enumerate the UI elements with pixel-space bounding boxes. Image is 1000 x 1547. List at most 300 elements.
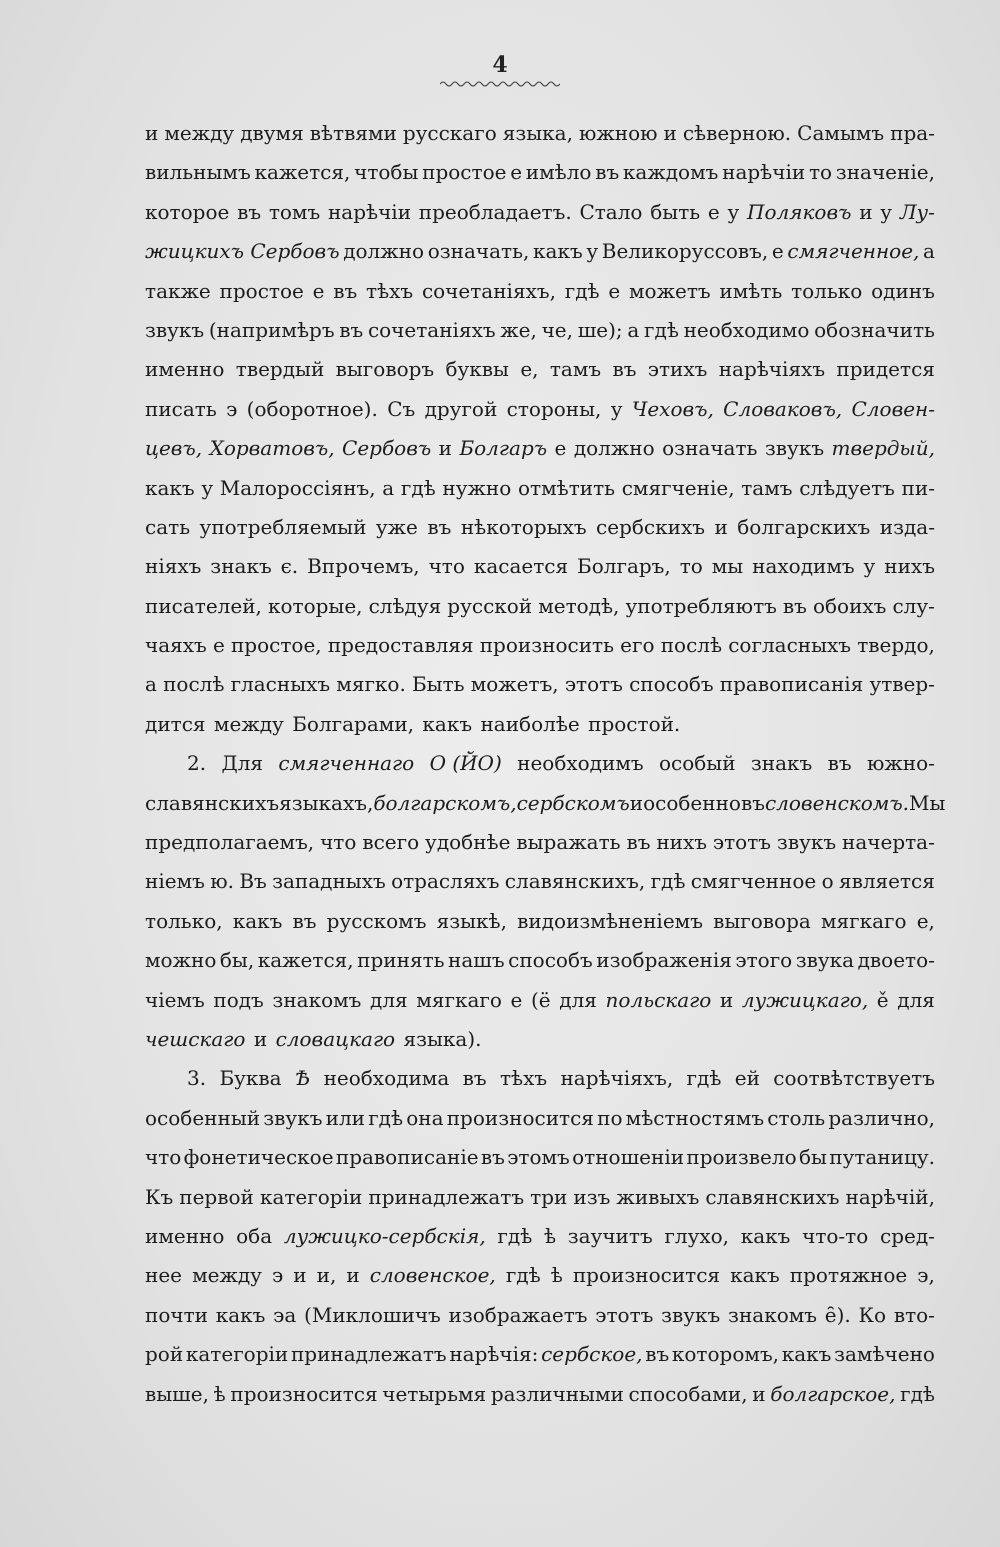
word: быть [650,199,701,224]
word: принадлежатъ [368,1184,525,1209]
text-line [145,1256,935,1295]
italic-word: Поляковъ [747,199,852,224]
text-line [145,469,935,508]
word: мягко. [336,672,406,697]
word: а [627,317,640,342]
word: русской [447,593,533,618]
word: эа [273,1302,297,1327]
word: че, [541,317,573,342]
word: послѣ [660,633,723,658]
word: заучитъ [567,1223,653,1248]
word: видоизмѣненіемъ [517,908,703,933]
word: у [863,554,876,579]
word: (напримѣръ [208,317,335,342]
word: сред- [880,1223,935,1248]
word: Буква [219,1066,282,1091]
word: и [714,514,728,539]
word: обоихъ [812,593,887,618]
word: нее [145,1263,183,1288]
word: произносить [479,633,614,658]
word: этихъ [647,357,708,382]
word: двоето- [857,948,935,973]
word: Впрочемъ, [307,554,420,579]
word: подъ [213,987,264,1012]
word: у [610,396,623,421]
word: имѣть [719,278,783,303]
word: только, [145,908,223,933]
text-line [145,587,935,626]
word: сочетаніяхъ [367,317,496,342]
word: всего [362,830,420,855]
word: западныхъ [272,869,386,894]
word: произвело [686,1145,797,1170]
word: можетъ, [470,672,559,697]
word: путаницу. [829,1145,935,1170]
word: вто- [893,1302,935,1327]
word: наиболѣе [480,711,580,736]
word: простое [219,278,304,303]
word: этотъ [712,830,772,855]
italic-word: лужицко-сербскія, [283,1223,486,1248]
word: ȇ). [824,1302,851,1327]
word: необходима [323,1066,450,1091]
word: этомъ [507,1145,570,1170]
word: этотъ [564,672,623,697]
text-line [145,902,935,941]
word: е [608,278,621,303]
word: славянскихъ [705,1184,840,1209]
word: только [791,278,863,303]
word: слѣдуя [368,593,442,618]
word: въ [645,1342,670,1367]
word: отмѣтить [517,475,616,500]
word: звукъ [776,830,837,855]
italic-word: сербское, [541,1342,643,1367]
word: утвер- [869,672,935,697]
word: и [253,1026,268,1051]
text-line [145,784,946,823]
word: находимъ [752,554,855,579]
word: Быть [411,672,465,697]
word: тамъ [741,475,793,500]
word: въ [612,357,637,382]
word: у [586,239,599,264]
word: мѣстностямъ [625,1105,765,1130]
word: гласныхъ [230,672,331,697]
word: нѣкоторыхъ [460,514,587,539]
italic-word: смягченнаго [278,751,415,776]
word: тѣхъ [499,1066,548,1091]
text-line [145,665,935,704]
word: именно [145,1223,225,1248]
word: (Миклошичъ [304,1302,441,1327]
word: одинъ [871,278,935,303]
word: русскаго [402,121,497,145]
word: нарѣчіяхъ, [560,1066,674,1091]
text-line [145,193,935,232]
word: выше, [145,1381,209,1406]
word: четырьмя [382,1381,487,1406]
word: вѣтвями [309,121,397,145]
text-line [145,862,935,901]
word: какъ [730,1263,780,1288]
word: (оборотное). [246,396,378,421]
word: чаяхъ [145,633,207,658]
word: и [752,1381,766,1406]
word: для [559,987,597,1012]
text-line [145,1217,935,1256]
text-line [145,823,935,862]
word: е, [916,908,935,933]
word: Стало [579,199,643,224]
word: е [707,199,720,224]
word: какъ [533,239,583,264]
word: категоріи [185,1342,289,1367]
word: три [530,1184,568,1209]
page-header [0,52,1000,88]
word: соотвѣтствуетъ [773,1066,935,1091]
word: произносится [572,1263,721,1288]
word: предоставляя [327,633,474,658]
italic-word: Ѣ [294,1066,311,1091]
word: между [164,121,235,145]
word: Малороссіянъ, [219,475,376,500]
word: изображенія [596,948,732,973]
italic-word: смягченное, [787,239,920,264]
word: изображаетъ [448,1302,588,1327]
word: для [370,987,408,1012]
italic-word: чешскаго [145,1026,246,1051]
word: протяжное [789,1263,908,1288]
word: твердый [235,357,325,382]
word: произносится [446,1105,594,1130]
word: языкѣ, [436,908,507,933]
word: то [679,554,703,579]
word: въ [237,199,262,224]
italic-word: Чеховъ, [631,396,714,421]
word: обозначить [814,317,935,342]
italic-word: Лу- [899,199,935,224]
word: первой [179,1184,254,1209]
word: которое [145,199,230,224]
word: Болгаръ, [577,554,671,579]
text-line [145,705,935,744]
word: удобнѣе [425,830,511,855]
word: ніемъ [145,869,205,894]
word: можно [145,948,217,973]
italic-word: Сербовъ [342,436,432,461]
word: нарѣчіи [722,160,806,185]
word: употребляемый [199,514,367,539]
word: оба [236,1223,273,1248]
word: (ë [531,987,551,1012]
word: е [771,239,784,264]
word: э [271,1263,284,1288]
word: буквы [445,357,509,382]
word: кажется, [254,160,351,185]
page-number: 4 [492,52,508,78]
italic-word: твердый, [831,436,935,461]
word: въ [480,1145,505,1170]
word: кажется, [257,948,354,973]
word: начерта- [842,830,935,855]
word: способами, [628,1381,748,1406]
italic-word: Хорватовъ, [209,436,335,461]
word: отрасляхъ [391,869,500,894]
word: методѣ, [538,593,620,618]
word: бы [798,1145,827,1170]
wavy-rule-ornament [440,80,560,88]
word: особенный [145,1105,261,1130]
word: особый [658,751,736,776]
word: нарѣчіяхъ [718,357,826,382]
word: въ [333,278,358,303]
word: которомъ, [671,1342,780,1367]
text-line [145,1335,935,1374]
text-line [145,1099,935,1138]
word: и [438,436,452,461]
word: и, [316,1263,337,1288]
word: е [510,160,523,185]
word: звукъ [263,1105,323,1130]
text-line [145,981,935,1020]
word: какъ [740,1223,791,1248]
word: вильнымъ [145,160,251,185]
word: е [212,633,225,658]
italic-word: лужицкаго, [741,987,869,1012]
word: и [293,1263,307,1288]
word: знакомъ [728,1302,818,1327]
text-line [145,114,935,153]
word: о [821,869,834,894]
word: его [620,633,655,658]
word: изъ [573,1184,611,1209]
word: сочетаніяхъ, [421,278,556,303]
text-line [145,941,935,980]
word: гдѣ [497,1223,533,1248]
word: южно- [866,751,935,776]
word: или [325,1105,365,1130]
italic-word: болгарскомъ, [373,790,517,815]
text-line [145,390,935,429]
word: двумя [240,121,304,145]
word: знакъ [210,554,272,579]
word: произносится [230,1381,378,1406]
word: ше); [577,317,623,342]
word: писать [145,396,217,421]
text-line [145,1296,935,1335]
word: бы, [219,948,255,973]
text-line [145,1138,935,1177]
word: что [320,830,357,855]
word: смягченное [690,869,817,894]
text-line [145,1020,935,1059]
word: простое, [230,633,322,658]
word: правописанія [719,672,864,697]
word: правописаніе [335,1145,479,1170]
word: Мы [909,790,946,815]
word: выговора [713,908,811,933]
word: Къ [145,1184,174,1209]
word: въ [462,1066,487,1091]
italic-word: словенскомъ. [764,790,910,815]
word: замѣчено [834,1342,935,1367]
word: чтобы [354,160,419,185]
word: различными [490,1381,624,1406]
body-text [145,114,946,1414]
word: между [192,1263,262,1288]
word: какъ [422,711,473,736]
word: имѣло [525,160,592,185]
word: а [145,672,157,697]
word: чіемъ [145,987,205,1012]
italic-word: польскаго [605,987,712,1012]
word: и [663,121,677,145]
word: нужно [442,475,512,500]
word: Болгарами, [292,711,415,736]
word: въ [626,830,651,855]
italic-word: жицкихъ Сербовъ [145,239,340,264]
word: ѣ [543,1223,557,1248]
italic-word: Словен- [851,396,935,421]
text-line [145,626,935,665]
word: у [201,475,214,500]
word: пи- [901,475,935,500]
italic-word: словацкаго [275,1026,396,1051]
word: категоріи [259,1184,363,1209]
word: гдѣ [644,317,679,342]
word: глухо, [664,1223,730,1248]
word: звукъ [764,436,825,461]
word: этотъ [595,1302,654,1327]
word: стороны, [506,396,602,421]
word: Съ [387,396,416,421]
word: преобладаетъ. [418,199,572,224]
italic-word: болгарское, [770,1381,896,1406]
word: значеніе, [835,160,935,185]
word: знакъ [750,751,813,776]
word: ѣ [550,1263,563,1288]
word: южною [578,121,658,145]
text-line [145,311,935,350]
word: фонетическое [183,1145,334,1170]
word: необходимъ [517,751,644,776]
word: Для [221,751,264,776]
word: простой. [588,711,681,736]
word: у [727,199,740,224]
word: живыхъ [616,1184,700,1209]
word: согласныхъ [728,633,852,658]
word: э [226,396,238,421]
word: въ [427,514,452,539]
word: означать, [427,239,530,264]
text-line [145,232,935,271]
word: Въ [239,869,267,894]
word: столь [767,1105,826,1130]
word: каждомъ [622,160,719,185]
word: сать [145,514,191,539]
word: и [145,121,159,145]
word: въ [740,790,765,815]
word: изда- [879,514,935,539]
text-line [145,508,935,547]
word: простое [422,160,507,185]
italic-word: О (ЙО) [429,751,502,776]
word: тѣхъ [366,278,414,303]
word: Великоруссовъ, [601,239,769,264]
word: же, [500,317,537,342]
word: и [346,1263,360,1288]
word: должно [343,239,425,264]
word: гдѣ [505,1263,541,1288]
word: принять [357,948,445,973]
word: и [719,987,734,1012]
word: способъ [508,948,593,973]
word: въ [782,593,807,618]
word: какъ [232,908,283,933]
word: ей [734,1066,760,1091]
word: въ [595,160,620,185]
italic-word: Болгаръ [459,436,548,461]
word: мягкаго [416,987,502,1012]
word: слу- [892,593,935,618]
word: что-то [802,1223,869,1248]
word: твердо, [857,633,935,658]
word: по [597,1105,623,1130]
word: є. [280,554,299,579]
word: писателей, [145,593,262,618]
word: можетъ [628,278,711,303]
word: необходимо [683,317,810,342]
word: какъ [781,1342,832,1367]
word: звукъ [661,1302,721,1327]
text-line [145,429,935,468]
word: ніяхъ [145,554,202,579]
word: она [406,1105,444,1130]
word: другой [424,396,498,421]
word: гдѣ [400,475,436,500]
word: какъ [145,475,195,500]
word: то [808,160,833,185]
word: въ [339,317,364,342]
word: и [859,199,873,224]
word: для [897,987,935,1012]
word: Самымъ [797,121,885,145]
word: которые, [267,593,363,618]
text-line [145,1059,935,1098]
word: что [145,1145,182,1170]
word: ě [876,987,889,1012]
word: звука [795,948,855,973]
word: Ко [858,1302,887,1327]
word: у [880,199,893,224]
text-line [145,1375,935,1414]
word: языка, [502,121,573,145]
word: касается [473,554,569,579]
word: слѣдуетъ [799,475,895,500]
word: выражать [516,830,621,855]
word: употребляютъ [625,593,777,618]
word: особенно [643,790,741,815]
word: сѣверною. [682,121,792,145]
word: нихъ [884,554,935,579]
text-line [145,272,935,311]
word: а [382,475,395,500]
word: отношеніи [572,1145,685,1170]
italic-word: сербскомъ [516,790,630,815]
text-line [145,547,935,586]
text-line [145,744,935,783]
